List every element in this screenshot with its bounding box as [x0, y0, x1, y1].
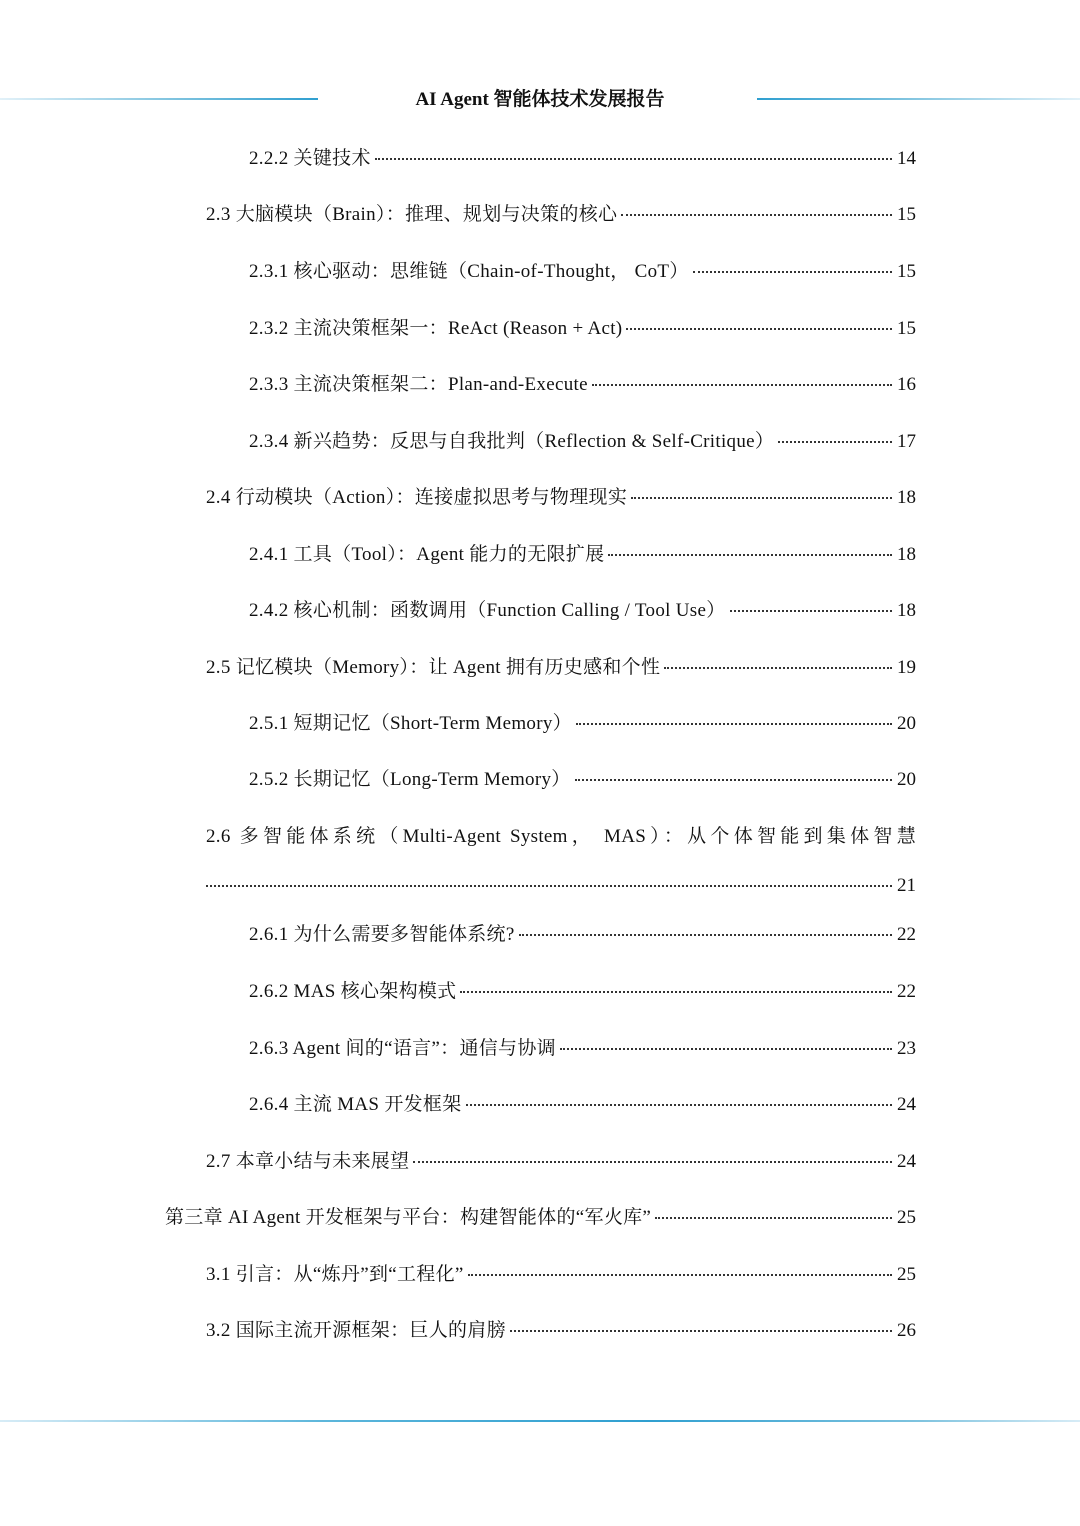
toc-entry[interactable]	[249, 767, 916, 793]
toc-entry-page: 18	[897, 487, 916, 508]
toc-entry-page: 18	[897, 544, 916, 565]
toc-entry-label: 2.3.4 新兴趋势：反思与自我批判（Reflection & Self-Critique）	[249, 431, 775, 452]
toc-entry-label: 2.7 本章小结与未来展望	[206, 1151, 410, 1172]
toc-dot-leader	[608, 554, 892, 556]
toc-entry-page: 20	[897, 713, 916, 734]
toc-entry[interactable]	[249, 372, 916, 398]
toc-entry-page: 26	[897, 1320, 916, 1341]
toc-entry[interactable]	[249, 429, 916, 455]
toc-entry-label: 2.6.1 为什么需要多智能体系统?	[249, 924, 515, 945]
toc-entry-label: 2.6.3 Agent 间的“语言”：通信与协调	[249, 1038, 556, 1059]
toc-entry-page: 22	[897, 924, 916, 945]
toc-dot-leader	[413, 1161, 892, 1163]
toc-entry-continuation[interactable]	[206, 873, 916, 899]
toc-entry-label: 2.6.2 MAS 核心架构模式	[249, 981, 457, 1002]
toc-entry-page: 24	[897, 1094, 916, 1115]
toc-dot-leader	[592, 384, 892, 386]
toc-dot-leader	[626, 328, 892, 330]
toc-entry-label: 2.5.2 长期记忆（Long-Term Memory）	[249, 769, 571, 790]
toc-entry-page: 21	[897, 875, 916, 896]
toc-entry-label: 2.3.3 主流决策框架二：Plan-and-Execute	[249, 374, 588, 395]
toc-entry[interactable]	[249, 711, 916, 737]
toc-dot-leader	[206, 885, 892, 887]
toc-dot-leader	[460, 991, 892, 993]
toc-entry[interactable]	[249, 542, 916, 568]
toc-dot-leader	[575, 779, 892, 781]
toc-entry-page: 16	[897, 374, 916, 395]
toc-entry-page: 20	[897, 769, 916, 790]
toc-entry-page: 22	[897, 981, 916, 1002]
toc-entry[interactable]	[206, 485, 916, 511]
toc-dot-leader	[466, 1104, 892, 1106]
toc-dot-leader	[778, 441, 892, 443]
toc-entry-page: 19	[897, 657, 916, 678]
toc-dot-leader	[693, 271, 892, 273]
toc-entry-label: 3.1 引言：从“炼丹”到“工程化”	[206, 1264, 464, 1285]
toc-entry-label: 2.3 大脑模块（Brain）：推理、规划与决策的核心	[206, 204, 618, 225]
toc-entry-label: 2.2.2 关键技术	[249, 148, 371, 169]
toc-entry[interactable]	[249, 259, 916, 285]
toc-dot-leader	[560, 1048, 892, 1050]
toc-entry-label: 2.4.2 核心机制：函数调用（Function Calling / Tool Use）	[249, 600, 726, 621]
header-rule-left	[0, 98, 318, 100]
toc-entry[interactable]	[249, 598, 916, 624]
toc-entry[interactable]	[249, 146, 916, 172]
toc-entry-label: 第三章 AI Agent 开发框架与平台：构建智能体的“军火库”	[165, 1207, 652, 1228]
toc-entry-page: 25	[897, 1207, 916, 1228]
toc-entry-label: 3.2 国际主流开源框架：巨人的肩膀	[206, 1320, 506, 1341]
toc-dot-leader	[664, 667, 892, 669]
toc-entry[interactable]	[206, 1318, 916, 1344]
toc-dot-leader	[655, 1217, 892, 1219]
toc-entry[interactable]	[165, 1205, 916, 1231]
toc-dot-leader	[510, 1330, 892, 1332]
toc-dot-leader	[576, 723, 892, 725]
toc-entry[interactable]	[249, 1036, 916, 1062]
toc-entry-label: 2.3.2 主流决策框架一：ReAct (Reason + Act)	[249, 318, 623, 339]
toc-dot-leader	[730, 610, 893, 612]
toc-entry[interactable]	[206, 202, 916, 228]
toc-entry[interactable]	[249, 316, 916, 342]
footer-rule	[0, 1420, 1080, 1422]
toc-entry[interactable]	[206, 1262, 916, 1288]
toc-dot-leader	[468, 1274, 892, 1276]
toc-entry-label: 2.5.1 短期记忆（Short-Term Memory）	[249, 713, 572, 734]
toc-entry[interactable]	[206, 824, 916, 850]
toc-entry-page: 25	[897, 1264, 916, 1285]
toc-entry-label: 2.4.1 工具（Tool）：Agent 能力的无限扩展	[249, 544, 605, 565]
toc-entry-page: 15	[897, 318, 916, 339]
toc-entry[interactable]	[206, 655, 916, 681]
toc-entry-label: 2.6.4 主流 MAS 开发框架	[249, 1094, 462, 1115]
toc-entry-page: 14	[897, 148, 916, 169]
toc-entry-page: 15	[897, 261, 916, 282]
page-header-title: AI Agent 智能体技术发展报告	[415, 89, 665, 110]
toc-entry-page: 15	[897, 204, 916, 225]
toc-entry-label: 2.5 记忆模块（Memory）：让 Agent 拥有历史感和个性	[206, 657, 661, 678]
header-rule-right	[757, 98, 1080, 100]
toc-entry-label: 2.3.1 核心驱动：思维链（Chain-of-Thought， CoT）	[249, 261, 689, 282]
toc-entry-page: 24	[897, 1151, 916, 1172]
toc-entry-page: 17	[897, 431, 916, 452]
toc-entry[interactable]	[249, 1092, 916, 1118]
toc-entry-page: 23	[897, 1038, 916, 1059]
toc-entry-page: 18	[897, 600, 916, 621]
toc-entry-label: 2.4 行动模块（Action）：连接虚拟思考与物理现实	[206, 487, 628, 508]
toc-entry[interactable]	[249, 922, 916, 948]
toc-dot-leader	[621, 214, 892, 216]
toc-entry-label: 2.6 多智能体系统（Multi-Agent System， MAS）：从个体智能到集体智慧	[206, 826, 916, 847]
toc-dot-leader	[519, 934, 892, 936]
toc-dot-leader	[375, 158, 892, 160]
toc-dot-leader	[631, 497, 892, 499]
toc-entry[interactable]	[206, 1149, 916, 1175]
toc-entry[interactable]	[249, 979, 916, 1005]
